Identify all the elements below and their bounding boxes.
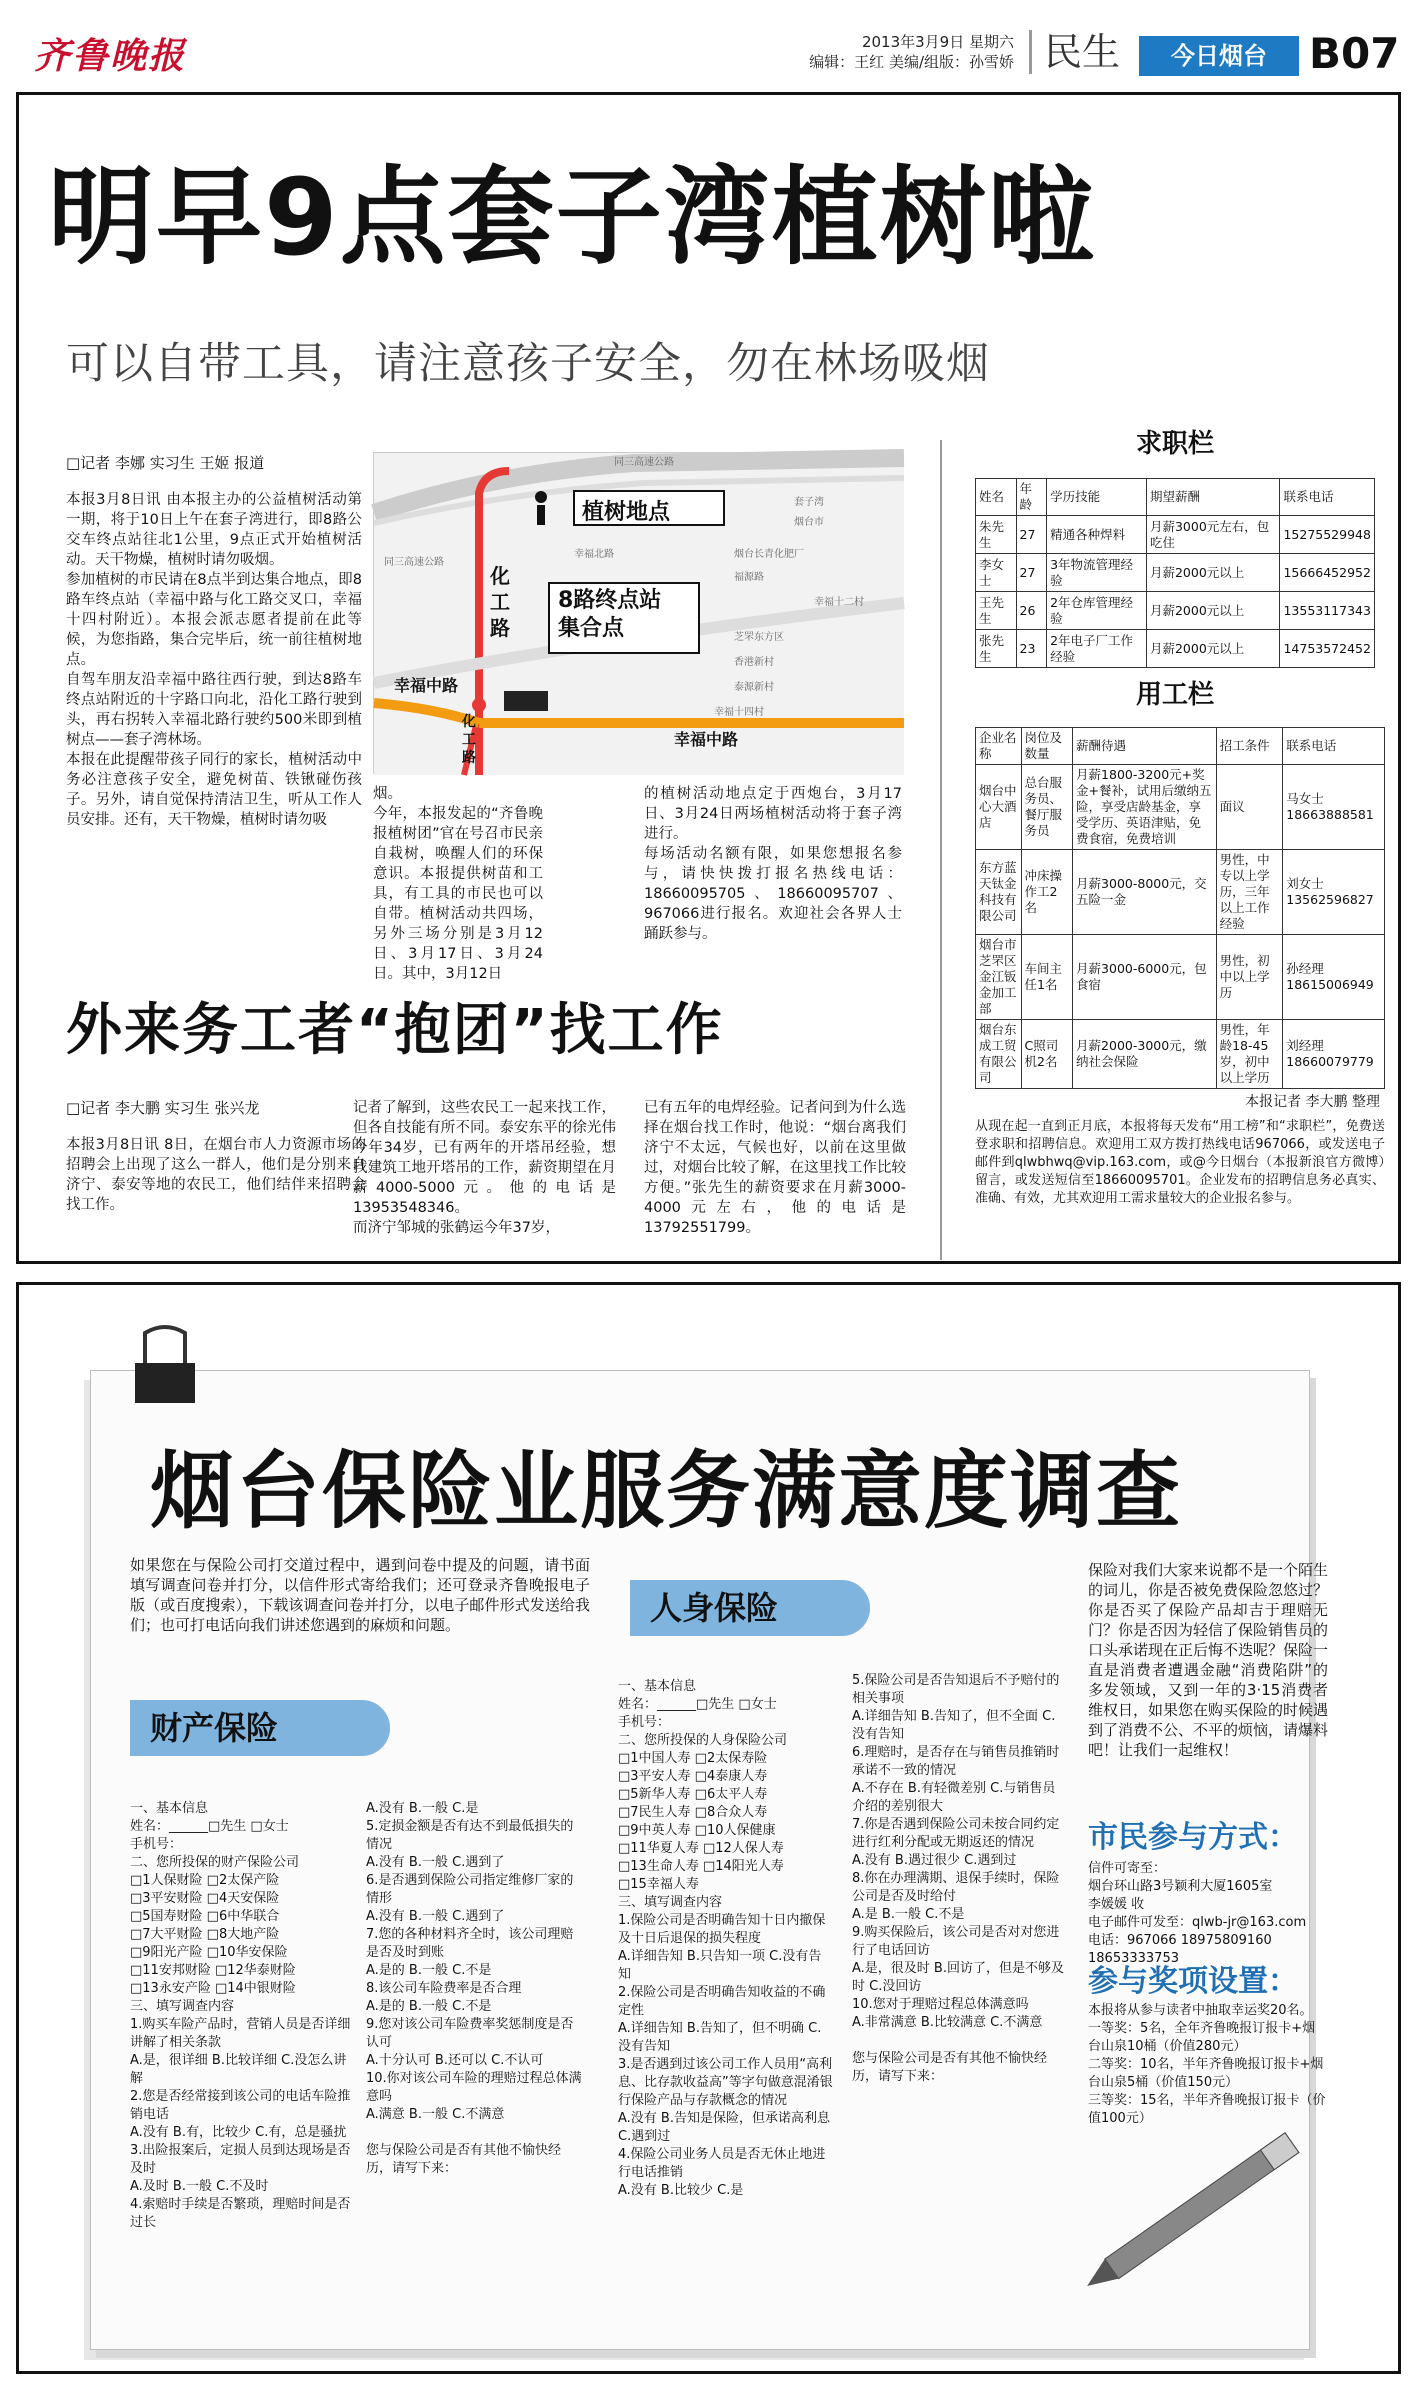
map-poi-9: 烟台市 <box>794 517 824 528</box>
hiring-table <box>975 727 1385 1089</box>
map-poi-5: 幸福十四村 <box>714 707 764 718</box>
join-title: 市民参与方式： <box>1088 1820 1298 1855</box>
map-road-huagong: 化 工 路 <box>490 564 510 640</box>
article1-col2: 烟。 今年，本报发起的“齐鲁晚报植树团”官在号召市民亲自栽树，唤醒人们的环保意识。本报提供树苗和工具，有工具的市民也可以自带。植树活动共四场，另外三场分别是3月12日、3月17日、3月24日。其中，3月12日 <box>373 786 543 982</box>
route-map <box>373 452 903 774</box>
table-row: 张先生 23 2年电子厂工作经验 月薪2000元以上 14753572452 <box>976 630 1375 668</box>
map-poi-4: 芝罘东方区 <box>734 632 784 643</box>
article1-byline: □记者 李娜 实习生 王姬 报道 <box>66 454 265 472</box>
hiring-title: 用工栏 <box>1135 680 1214 710</box>
section-name: 民生 <box>1029 30 1120 74</box>
table-header <box>976 479 1375 516</box>
table-row: 朱先生 27 精通各种焊料 月薪3000元左右，包吃住 15275529948 <box>976 516 1375 554</box>
life-insurance-heading: 人身保险 <box>630 1580 870 1636</box>
newspaper-logo: 齐鲁晚报 <box>34 35 187 77</box>
map-road-north: 幸福北路 <box>574 549 614 560</box>
issue-date: 2013年3月9日 星期六 <box>861 33 1014 51</box>
pen-icon <box>1060 2100 1360 2300</box>
article2-col1: 本报3月8日讯 8日，在烟台市人力资源市场的招聘会上出现了这么一群人，他们是分别来自济宁、泰安等地的农民工，他们结伴来招聘会找工作。 <box>66 1137 366 1213</box>
table-header: 企业名称 岗位及数量 薪酬待遇 招工条件 联系电话 <box>976 728 1385 765</box>
section-badge: 今日烟台 <box>1139 36 1299 76</box>
survey-title: 烟台保险业服务满意度调查 <box>150 1442 1183 1540</box>
article2-byline: □记者 李大鹏 实习生 张兴龙 <box>66 1099 260 1117</box>
jobseek-table <box>975 478 1375 668</box>
date-info <box>734 32 1014 72</box>
column-divider <box>940 440 942 1260</box>
col-header: 联系电话 <box>1280 479 1375 516</box>
binder-clip-icon <box>130 1325 200 1405</box>
award-text: 本报将从参与读者中抽取幸运奖20名。 一等奖：5名，全年齐鲁晚报订报卡+烟台山泉10桶（价值280元） 二等奖：10名，半年齐鲁晚报订报卡+烟台山泉5桶（价值150元） 三等奖：15名，半年齐鲁晚报订报卡（价值100元） <box>1088 2003 1326 2126</box>
article2-col2: 记者了解到，这些农民工一起来找工作，但各自技能有所不同。泰安东平的徐光伟今年34岁，已有两年的开塔吊经验，想找建筑工地开塔吊的工作，薪资期望在月薪4000-5000元。他的电话是13953548346。 而济宁邹城的张鹤运今年37岁， <box>353 1100 616 1236</box>
map-label-site: 植树地点 <box>582 500 671 525</box>
map-road-xingfu: 幸福中路 <box>394 676 459 695</box>
map-highway: 同三高速公路 <box>614 457 674 468</box>
property-insurance-heading: 财产保险 <box>130 1700 390 1756</box>
award-title: 参与奖项设置： <box>1088 1964 1298 1999</box>
map-poi-3: 幸福十二村 <box>814 597 864 608</box>
table-row: 烟台东成工贸有限公司 C照司机2名 月薪2000-3000元，缴纳社会保险 男性，年龄18-45岁，初中以上学历 刘经理 18660079779 <box>976 1020 1385 1089</box>
table-row: 李女士 27 3年物流管理经验 月薪2000元以上 15666452952 <box>976 554 1375 592</box>
property-survey-col2: A.没有 B.一般 C.是 5.定损金额是否有达不到最低損失的情况 A.没有 B.一般 C.遇到了 6.是否遇到保险公司指定维修厂家的情形 A.没有 B.一般 C.遇到了 7.您的各种材料齐全时，该公司理赔是否及时到账 A.是的 B.一般 C.不是 8.该公司车险费率是否合理 A.是的 B.一般 C.不是 9.您对该公司车险费率奖惩制度是否认可 A.十分认可 B.还可以 C.不认可 10.你对该公司车险的理赔过程总体满意吗 A.满意 B.一般 C.不满意 您与保险公司是否有其他不愉快经历，请写下来： <box>366 1801 582 2176</box>
property-survey-col1: 一、基本信息 姓名：______□先生 □女士 手机号： 二、您所投保的财产保险公司 □1人保财险 □2太保产险 □3平安财险 □4天安保险 □5国寿财险 □6中华联合 □7大平财险 □8大地产险 □9阳光产险 □10华安保险 □11安邦财险 □12华泰财险 □13永安产险 □14中银财险 三、填写调查内容 1.购买车险产品时，营销人员是否详细讲解了相关条款 A.是，很详细 B.比较详细 C.没怎么讲解 2.您是否经常接到该公司的电话车险推销电话 A.没有 B.有，比较少 C.有，总是骚扰 3.出险报案后，定损人员到达现场是否及时 A.及时 B.一般 C.不及时 4.索赔时手续是否繁琐，理赔时间是否过长 <box>130 1801 351 2230</box>
col-header: 期望薪酬 <box>1146 479 1280 516</box>
article2-title: 外来务工者“抱团”找工作 <box>66 998 724 1063</box>
col-header: 学历技能 <box>1047 479 1147 516</box>
hiring-note: 从现在起一直到正月底，本报将每天发布“用工榜”和“求职栏”，免费送登求职和招聘信息。欢迎用工双方拨打热线电话967066，或发送电子邮件到qlwbhwq@vip.163.com，或@今日烟台（本报新浪官方微博）留言，或发送短信至18660095701。企业发布的招聘信息务必真实、准确、有效，尤其欢迎用工需求量较大的企业报名参与。 <box>975 1119 1385 1206</box>
map-road-huagong-2: 化 工 路 <box>462 714 476 766</box>
table-row: 王先生 26 2年仓库管理经验 月薪2000元以上 13553117343 <box>976 592 1375 630</box>
map-poi-7: 泰源新村 <box>734 682 774 693</box>
map-highway-2: 同三高速公路 <box>384 557 444 568</box>
survey-intro: 如果您在与保险公司打交道过程中，遇到问卷中提及的问题，请书面填写调查问卷并打分，以信件形式寄给我们；还可登录齐鲁晚报电子版（或百度搜索），下载该调查问卷并打分，以电子邮件形式发送给我们；也可打电话向我们讲述您遇到的麻烦和问题。 <box>130 1556 590 1634</box>
table-row: 烟台市芝罘区金江钣金加工部 车间主任1名 月薪3000-6000元，包食宿 男性，初中以上学历 孙经理 18615006949 <box>976 935 1385 1020</box>
life-survey-col2: 5.保险公司是否告知退后不予赔付的相关事项 A.详细告知 B.告知了，但不全面 C.没有告知 6.理赔时，是否存在与销售员推销时承诺不一致的情况 A.不存在 B.有轻微差别 C.与销售员介绍的差别很大 7.你是否遇到保险公司未按合同约定进行红利分配或无期返还的情况 A.没有 B.遇过很少 C.遇到过 8.你在办理满期、退保手续时，保险公司是否及时给付 A.是 B.一般 C.不是 9.购买保险后，该公司是否对对您进行了电话回访 A.是，很及时 B.回访了，但是不够及时 C.没回访 10.您对于理赔过程总体满意吗 A.非常满意 B.比较满意 C.不满意 您与保险公司是否有其他不愉快经历，请写下来： <box>852 1673 1064 2084</box>
map-label-meet: 8路终点站 集合点 <box>558 588 662 641</box>
map-road-xingfu-2: 幸福中路 <box>674 730 739 749</box>
article1-col1: 本报3月8日讯 由本报主办的公益植树活动第一期，将于10日上午在套子湾进行，即8路公交车终点站往北1公里，9点正式开始植树活动。天干物燥，植树时请勿吸烟。 参加植树的市民请在8点半到达集合地点，即8路车终点站（幸福中路与化工路交叉口，幸福十四村附近）。本报会派志愿者提前在此等候，为您指路，集合完毕后，统一前往植树地点。 自驾车朋友沿幸福中路往西行驶，到达8路车终点站附近的十字路口向北，沿化工路行驶到头，再右拐转入幸福北路行驶约500米即到植树点——套子湾林场。 本报在此提醒带孩子同行的家长，植树活动中务必注意孩子安全，避免树苗、铁锹碰伤孩子。另外，请自觉保持清洁卫生，听从工作人员安排。还有，天干物燥，植树时请勿吸 <box>66 492 362 828</box>
article1-col3: 的植树活动地点定于西炮台，3月17日、3月24日两场植树活动将于套子湾进行。 每场活动名额有限，如果您想报名参与，请快快拨打报名热线电话：18660095705、18660095707、967066进行报名。欢迎社会各界人士踊跃参与。 <box>644 786 902 942</box>
life-survey-col1: 一、基本信息 姓名：______□先生 □女士 手机号： 二、您所投保的人身保险公司 □1中国人寿 □2太保寿险 □3平安人寿 □4泰康人寿 □5新华人寿 □6太平人寿 □7民生人寿 □8合众人寿 □9中英人寿 □10人保健康 □11华夏人寿 □12人保人寿 □13生命人寿 □14阳光人寿 □15幸福人寿 三、填写调查内容 1.保险公司是否明确告知十日内撤保及十日后退保的损失程度 A.详细告知 B.只告知一项 C.没有告知 2.保险公司是否明确告知收益的不确定性 A.详细告知 B.告知了，但不明确 C.没有告知 3.是否遇到过该公司工作人员用“高利息、比存款收益高”等字句做意混淆银行保险产品与存款概念的情况 A.没有 B.告知是保险，但承诺高利息 C.遇到过 4.保险公司业务人员是否无休止地进行电话推销 A.没有 B.比较少 C.是 <box>618 1679 833 2198</box>
map-poi-1: 烟台长青化肥厂 <box>734 549 804 560</box>
table-row: 东方蓝天钛金科技有限公司 冲床操作工2名 月薪3000-8000元，交五险一金 男性，中专以上学历，三年以上工作经验 刘女士 13562596827 <box>976 850 1385 935</box>
table-row: 烟台中心大酒店 总台服务员、餐厅服务员 月薪1800-3200元+奖金+餐补，试用后缴纳五险，享受店龄基金，享受学历、英语津贴，免费食宿，免费培训 面议 马女士 18663888581 <box>976 765 1385 850</box>
hiring-reporter: 本报记者 李大鹏 整理 <box>1245 1094 1380 1110</box>
article1-title: 明早9点套子湾植树啦 <box>48 156 1096 279</box>
col-header: 年龄 <box>1016 479 1047 516</box>
article1-subtitle: 可以自带工具，请注意孩子安全，勿在林场吸烟 <box>66 339 990 389</box>
join-text: 信件可寄至： 烟台环山路3号颖利大厦1605室 李媛媛 收 电子邮件可发至：qlwb-jr@163.com 电话：967066 18975809160 18653333753 <box>1088 1861 1307 1966</box>
map-poi-6: 香港新村 <box>734 657 774 668</box>
jobseek-title: 求职栏 <box>1135 429 1214 459</box>
article2-col3: 已有五年的电焊经验。记者问到为什么选择在烟台找工作时，他说：“烟台离我们济宁不太远，气候也好，以前在这里做过，对烟台比较了解，在这里找工作比较方便。”张先生的薪资要求在月薪3000-4000元左右，他的电话是13792551799。 <box>644 1100 906 1236</box>
map-poi-8: 套子湾 <box>794 497 824 508</box>
survey-side-text: 保险对我们大家来说都不是一个陌生的词儿，你是否被免费保险忽悠过？你是否买了保险产品却吉于理赔无门？你是否因为轻信了保险销售员的口头承诺现在正后悔不迭呢？保险一直是消费者遭遇金融“消费陷阱”的多发领域，又到一年的3·15消费者维权日，如果您在购买保险的时候遇到了消费不公、不平的烦恼，请爆料吧！让我们一起维权！ <box>1088 1561 1329 1759</box>
editors: 编辑：王红 美编/组版：孙雪娇 <box>809 53 1014 71</box>
map-poi-2: 福源路 <box>734 572 764 583</box>
page-number: B07 <box>1309 29 1400 78</box>
masthead <box>34 28 1400 84</box>
col-header: 姓名 <box>976 479 1017 516</box>
